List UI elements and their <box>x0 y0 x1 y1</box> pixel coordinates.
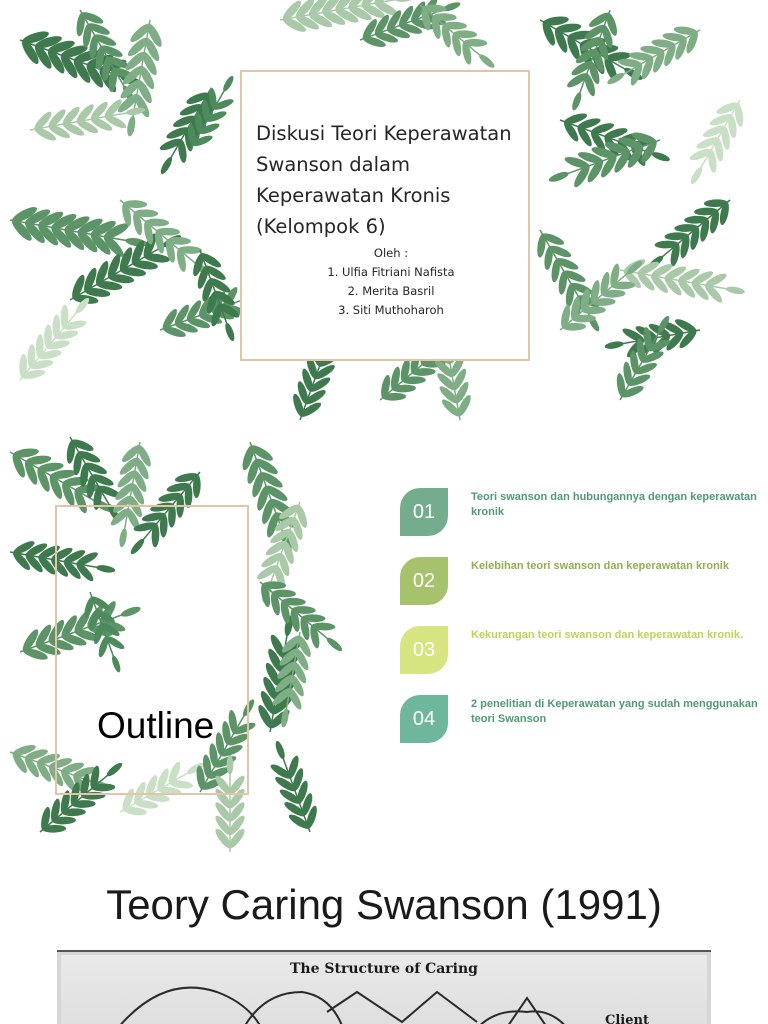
author-item: 1. Ulfia Fitriani Nafista <box>327 265 455 279</box>
figure-title: The Structure of Caring <box>290 961 478 977</box>
outline-item <box>400 626 760 676</box>
outline-item-text: Teori swanson dan hubungannya dengan keperawatan kronik <box>471 491 757 518</box>
slide-outline <box>0 432 768 864</box>
outline-item-text: 2 penelitian di Keperawatan yang sudah menggunakan teori Swanson <box>471 698 758 725</box>
outline-title: Outline <box>97 705 215 746</box>
leaf-sprig <box>7 287 102 391</box>
leaf-sprig <box>605 308 683 409</box>
oleh-label: Oleh : <box>373 246 409 260</box>
outline-item-text: Kekurangan teori swanson dan keperawatan kronik. <box>471 629 744 641</box>
number-badge: 03 <box>400 626 448 674</box>
outline-frame <box>55 505 249 795</box>
leaf-sprig <box>261 735 326 838</box>
outline-item <box>400 557 760 607</box>
number-badge: 02 <box>400 557 448 605</box>
leaf-sprig <box>249 569 353 664</box>
number-badge: 04 <box>400 695 448 743</box>
slide-title <box>0 0 768 432</box>
outline-item-text: Kelebihan teori swanson dan keperawatan kronik <box>471 560 729 572</box>
leaf-sprig <box>617 253 748 309</box>
leaf-sprig <box>543 123 667 198</box>
outline-item <box>400 488 760 538</box>
author-list <box>266 244 516 320</box>
leaf-sprig <box>409 0 505 80</box>
slide-theory <box>0 864 768 1024</box>
author-item: 2. Merita Basril <box>347 284 435 298</box>
client-label: Client <box>605 1013 649 1024</box>
leaf-sprig <box>677 91 755 192</box>
caring-structure-figure <box>57 950 711 1024</box>
presentation-title: Diskusi Teori Keperawatan Swanson dalam Keperawatan Kronis (Kelompok 6) <box>256 122 512 238</box>
author-item: 3. Siti Muthoharoh <box>338 303 444 317</box>
outline-item <box>400 695 760 745</box>
theory-title: Teory Caring Swanson (1991) <box>106 881 662 928</box>
number-badge: 01 <box>400 488 448 536</box>
